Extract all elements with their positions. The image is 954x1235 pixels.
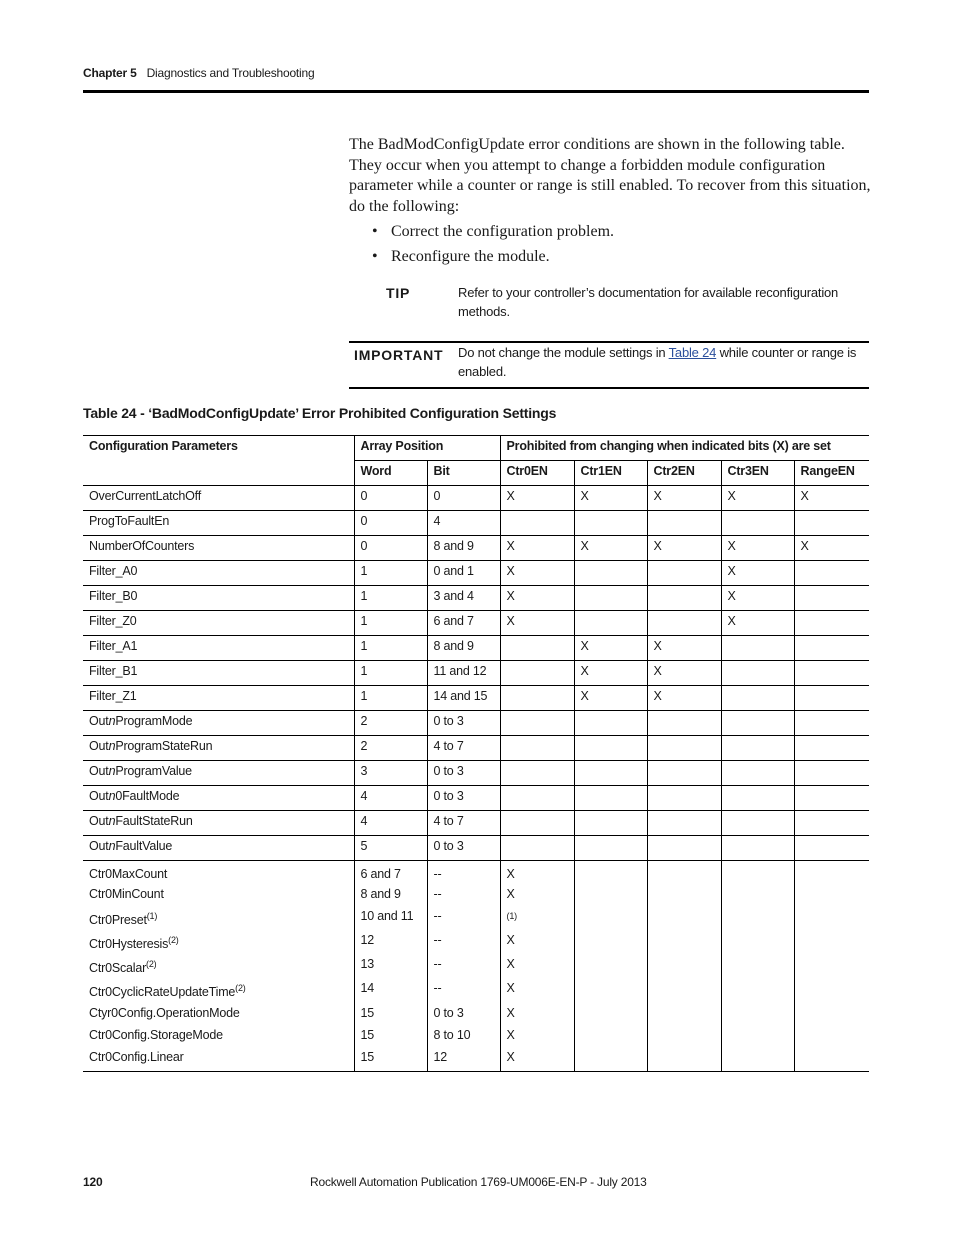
rangeen-cell <box>794 1003 869 1025</box>
ctr1en-cell <box>574 836 647 861</box>
bit-cell: 12 <box>427 1047 500 1072</box>
ctr1en-cell <box>574 1025 647 1047</box>
ctr2en-cell <box>647 884 721 906</box>
ctr1en-cell <box>574 930 647 954</box>
param-name-cell: OutnFaultStateRun <box>83 811 354 836</box>
header-prohibited: Prohibited from changing when indicated bits (X) are set <box>500 436 869 461</box>
table-row <box>83 786 869 811</box>
table-24-link[interactable]: Table 24 <box>668 345 717 360</box>
ctr3en-cell: X <box>721 486 794 511</box>
ctr3en-cell <box>721 661 794 686</box>
ctr3en-cell <box>721 786 794 811</box>
bit-cell: 0 <box>427 486 500 511</box>
ctr3en-cell <box>721 1047 794 1072</box>
rangeen-cell <box>794 1047 869 1072</box>
ctr1en-cell <box>574 811 647 836</box>
param-name-cell: NumberOfCounters <box>83 536 354 561</box>
table-row <box>83 1003 869 1025</box>
ctr1en-cell: X <box>574 486 647 511</box>
word-cell: 1 <box>354 686 427 711</box>
rangeen-cell <box>794 861 869 885</box>
ctr2en-cell: X <box>647 486 721 511</box>
table-row <box>83 486 869 511</box>
list-item: • Reconfigure the module. <box>372 248 550 265</box>
word-cell: 0 <box>354 511 427 536</box>
param-name-cell: Ctr0Config.Linear <box>83 1047 354 1072</box>
word-cell: 4 <box>354 811 427 836</box>
footnote-ref: (2) <box>235 983 246 994</box>
word-cell: 15 <box>354 1003 427 1025</box>
table-row <box>83 511 869 536</box>
ctr0en-cell: X <box>500 486 574 511</box>
word-cell: 13 <box>354 954 427 978</box>
param-name-cell: Ctr0Hysteresis$^{(2)}$ <box>89 935 179 952</box>
word-cell: 6 and 7 <box>354 861 427 885</box>
page-header <box>83 66 869 93</box>
rangeen-cell <box>794 811 869 836</box>
rangeen-cell <box>794 786 869 811</box>
word-cell: 4 <box>354 786 427 811</box>
section-title: Diagnostics and Troubleshooting <box>146 66 315 80</box>
param-name-cell: Ctyr0Config.OperationMode <box>89 1005 240 1020</box>
ctr0en-cell <box>500 686 574 711</box>
ctr0en-cell <box>500 786 574 811</box>
ctr0en-cell: X <box>500 954 574 978</box>
param-name-cell: Ctr0MaxCount <box>89 867 168 881</box>
bit-cell: 4 to 7 <box>427 811 500 836</box>
ctr2en-cell <box>647 711 721 736</box>
word-cell: 2 <box>354 736 427 761</box>
ctr3en-cell: X <box>721 561 794 586</box>
rangeen-cell <box>794 978 869 1002</box>
ctr3en-cell <box>721 761 794 786</box>
ctr0en-cell: X <box>500 884 574 906</box>
bit-cell: 0 to 3 <box>427 786 500 811</box>
rangeen-cell <box>794 906 869 930</box>
bit-cell: 8 and 9 <box>427 536 500 561</box>
bit-cell: 6 and 7 <box>427 611 500 636</box>
config-settings-table <box>83 435 869 1072</box>
table-row <box>83 611 869 636</box>
param-name-cell: Filter_Z0 <box>83 611 354 636</box>
word-cell: 0 <box>354 536 427 561</box>
ctr0en-cell <box>500 511 574 536</box>
ctr3en-cell: X <box>721 536 794 561</box>
ctr1en-cell <box>574 611 647 636</box>
bit-cell: 3 and 4 <box>427 586 500 611</box>
param-name-cell: Ctr0Preset$^{(1)}$ <box>89 911 158 928</box>
rangeen-cell <box>794 884 869 906</box>
ctr3en-cell <box>721 978 794 1002</box>
rangeen-cell <box>794 930 869 954</box>
ctr1en-cell <box>574 954 647 978</box>
word-cell: 3 <box>354 761 427 786</box>
ctr0en-cell <box>500 636 574 661</box>
word-cell: 1 <box>354 561 427 586</box>
ctr0en-cell <box>500 711 574 736</box>
ctr1en-cell <box>574 906 647 930</box>
word-cell: 0 <box>354 486 427 511</box>
word-cell: 14 <box>354 978 427 1002</box>
ctr0en-cell: X <box>500 1025 574 1047</box>
bit-cell: 0 to 3 <box>427 761 500 786</box>
ctr0en-cell: X <box>500 1003 574 1025</box>
ctr3en-cell <box>721 636 794 661</box>
rangeen-cell <box>794 736 869 761</box>
bit-cell: 8 and 9 <box>427 636 500 661</box>
ctr0en-cell: X <box>500 536 574 561</box>
footnote-ref: (2) <box>168 935 179 946</box>
ctr3en-cell <box>721 1025 794 1047</box>
table-row <box>83 761 869 786</box>
param-name-cell: Filter_B0 <box>83 586 354 611</box>
table-row <box>83 661 869 686</box>
ctr0en-cell: X <box>500 1047 574 1072</box>
ctr2en-cell <box>647 954 721 978</box>
ctr0en-cell <box>500 836 574 861</box>
ctr1en-cell: X <box>574 661 647 686</box>
ctr3en-cell <box>721 686 794 711</box>
rangeen-cell <box>794 836 869 861</box>
bit-cell: -- <box>427 954 500 978</box>
bit-cell: 0 to 3 <box>427 1003 500 1025</box>
bit-cell: 4 <box>427 511 500 536</box>
param-name-cell: ProgToFaultEn <box>83 511 354 536</box>
bit-cell: 0 to 3 <box>427 711 500 736</box>
ctr2en-cell <box>647 511 721 536</box>
recovery-steps-list <box>372 221 852 271</box>
table-row <box>83 561 869 586</box>
header-word: Word <box>354 461 427 486</box>
rangeen-cell <box>794 686 869 711</box>
rangeen-cell <box>794 611 869 636</box>
param-name-cell: Ctr0Config.StorageMode <box>89 1027 223 1042</box>
header-rangeen: RangeEN <box>794 461 869 486</box>
ctr3en-cell <box>721 861 794 885</box>
param-name-cell: OutnFaultValue <box>83 836 354 861</box>
table-row <box>83 954 869 978</box>
ctr2en-cell: X <box>647 661 721 686</box>
word-cell: 1 <box>354 636 427 661</box>
ctr2en-cell <box>647 1025 721 1047</box>
header-ctr1en: Ctr1EN <box>574 461 647 486</box>
ctr0en-cell: X <box>500 978 574 1002</box>
bit-cell: 4 to 7 <box>427 736 500 761</box>
bit-cell: 8 to 10 <box>427 1025 500 1047</box>
table-row <box>83 1047 869 1072</box>
ctr2en-cell <box>647 978 721 1002</box>
header-ctr3en: Ctr3EN <box>721 461 794 486</box>
intro-paragraph: The BadModConfigUpdate error conditions are shown in the following table. They occur when you attempt to change a forbidden module configuration parameter while a counter or range is still enabled. To recover from this situation, do the following: <box>349 136 871 215</box>
table-row <box>83 884 869 906</box>
ctr2en-cell <box>647 906 721 930</box>
publication-info: Rockwell Automation Publication 1769-UM006E-EN-P - July 2013 <box>310 1175 647 1189</box>
ctr2en-cell <box>647 1003 721 1025</box>
important-text: Do not change the module settings in Table 24 while counter or range is enabled. <box>458 345 857 379</box>
word-cell: 1 <box>354 661 427 686</box>
header-ctr0en: Ctr0EN <box>500 461 574 486</box>
ctr0en-cell: X <box>500 561 574 586</box>
ctr0en-cell <box>500 761 574 786</box>
ctr2en-cell <box>647 561 721 586</box>
ctr1en-cell <box>574 786 647 811</box>
word-cell: 12 <box>354 930 427 954</box>
ctr1en-cell <box>574 711 647 736</box>
table-row <box>83 836 869 861</box>
bit-cell: -- <box>427 884 500 906</box>
ctr3en-cell <box>721 811 794 836</box>
header-array-position: Array Position <box>354 436 500 461</box>
rangeen-cell: X <box>794 536 869 561</box>
header-ctr2en: Ctr2EN <box>647 461 721 486</box>
tip-box <box>349 279 869 343</box>
table-row <box>83 686 869 711</box>
ctr2en-cell <box>647 786 721 811</box>
ctr3en-cell <box>721 884 794 906</box>
word-cell: 1 <box>354 611 427 636</box>
ctr2en-cell: X <box>647 686 721 711</box>
ctr0en-cell: X <box>500 611 574 636</box>
ctr0en-cell: X <box>500 930 574 954</box>
rangeen-cell <box>794 586 869 611</box>
rangeen-cell <box>794 761 869 786</box>
ctr1en-cell <box>574 861 647 885</box>
ctr2en-cell <box>647 611 721 636</box>
bit-cell: 0 and 1 <box>427 561 500 586</box>
ctr3en-cell: X <box>721 611 794 636</box>
param-name-cell: Filter_B1 <box>83 661 354 686</box>
param-name-cell: Outn0FaultMode <box>83 786 354 811</box>
param-name-cell: OverCurrentLatchOff <box>83 486 354 511</box>
rangeen-cell <box>794 511 869 536</box>
ctr3en-cell <box>721 1003 794 1025</box>
bit-cell: -- <box>427 978 500 1002</box>
param-name-cell: Filter_A0 <box>83 561 354 586</box>
param-name-cell: Ctr0CyclicRateUpdateTime$^{(2)}$ <box>89 983 246 1000</box>
table-caption: Table 24 - ‘BadModConfigUpdate’ Error Prohibited Configuration Settings <box>83 405 557 421</box>
footnote-ref: (1) <box>146 911 158 921</box>
ctr1en-cell: X <box>574 636 647 661</box>
param-name-cell: OutnProgramStateRun <box>83 736 354 761</box>
rangeen-cell <box>794 954 869 978</box>
ctr2en-cell <box>647 761 721 786</box>
header-bit: Bit <box>427 461 500 486</box>
ctr2en-cell <box>647 836 721 861</box>
bullet-text: Correct the configuration problem. <box>391 223 615 240</box>
bullet-text: Reconfigure the module. <box>391 248 550 265</box>
ctr2en-cell <box>647 736 721 761</box>
table-row <box>83 736 869 761</box>
ctr1en-cell <box>574 586 647 611</box>
ctr0en-cell <box>500 661 574 686</box>
ctr1en-cell <box>574 1047 647 1072</box>
ctr1en-cell <box>574 884 647 906</box>
param-name-cell: Ctr0Scalar$^{(2)}$ <box>89 959 157 976</box>
rangeen-cell <box>794 1025 869 1047</box>
word-cell: 5 <box>354 836 427 861</box>
ctr0en-cell <box>500 906 574 930</box>
ctr0en-cell: X <box>500 861 574 885</box>
table-row <box>83 711 869 736</box>
rangeen-cell: X <box>794 486 869 511</box>
rangeen-cell <box>794 636 869 661</box>
chapter-label: Chapter 5 <box>83 66 137 80</box>
bit-cell: 11 and 12 <box>427 661 500 686</box>
table-row <box>83 1025 869 1047</box>
ctr0en-cell: X <box>500 586 574 611</box>
ctr1en-cell <box>574 761 647 786</box>
param-name-cell: Filter_A1 <box>83 636 354 661</box>
bit-cell: 0 to 3 <box>427 836 500 861</box>
ctr3en-cell <box>721 836 794 861</box>
header-config-params: Configuration Parameters <box>83 436 354 461</box>
table-row <box>83 906 869 930</box>
ctr1en-cell <box>574 1003 647 1025</box>
ctr1en-cell <box>574 736 647 761</box>
ctr2en-cell: X <box>647 636 721 661</box>
ctr1en-cell <box>574 561 647 586</box>
word-cell: 8 and 9 <box>354 884 427 906</box>
ctr3en-cell <box>721 930 794 954</box>
ctr3en-cell: X <box>721 586 794 611</box>
table-row <box>83 930 869 954</box>
ctr3en-cell <box>721 736 794 761</box>
bit-cell: -- <box>427 861 500 885</box>
ctr0en-cell <box>500 811 574 836</box>
table-row <box>83 586 869 611</box>
table-row <box>83 536 869 561</box>
ctr2en-cell <box>647 1047 721 1072</box>
ctr3en-cell <box>721 511 794 536</box>
bit-cell: -- <box>427 906 500 930</box>
bit-cell: -- <box>427 930 500 954</box>
ctr2en-cell <box>647 861 721 885</box>
important-box <box>349 341 869 389</box>
param-name-cell: Filter_Z1 <box>83 686 354 711</box>
word-cell: 15 <box>354 1025 427 1047</box>
page-number: 120 <box>83 1175 103 1189</box>
param-name-cell: Ctr0MinCount <box>89 887 164 901</box>
ctr2en-cell <box>647 586 721 611</box>
param-name-cell: OutnProgramMode <box>83 711 354 736</box>
table-row <box>83 861 869 885</box>
ctr2en-cell: X <box>647 536 721 561</box>
table-row <box>83 978 869 1002</box>
ctr1en-cell <box>574 511 647 536</box>
header-empty <box>83 461 354 486</box>
table-row <box>83 636 869 661</box>
rangeen-cell <box>794 711 869 736</box>
ctr2en-cell <box>647 811 721 836</box>
rangeen-cell <box>794 561 869 586</box>
important-label: IMPORTANT <box>354 347 444 363</box>
ctr0en-cell <box>500 736 574 761</box>
word-cell: 10 and 11 <box>354 906 427 930</box>
list-item: • Correct the configuration problem. <box>372 223 615 240</box>
ctr1en-cell: X <box>574 686 647 711</box>
tip-label: TIP <box>386 285 411 301</box>
table-row <box>83 811 869 836</box>
ctr1en-cell <box>574 978 647 1002</box>
bit-cell: 14 and 15 <box>427 686 500 711</box>
footnote-ref: (1) <box>506 911 517 921</box>
rangeen-cell <box>794 661 869 686</box>
ctr3en-cell <box>721 906 794 930</box>
word-cell: 2 <box>354 711 427 736</box>
ctr3en-cell <box>721 711 794 736</box>
param-name-cell: OutnProgramValue <box>83 761 354 786</box>
ctr3en-cell <box>721 954 794 978</box>
ctr2en-cell <box>647 930 721 954</box>
footnote-ref: (2) <box>146 959 157 970</box>
tip-text: Refer to your controller’s documentation for available reconfiguration methods. <box>458 285 839 319</box>
ctr1en-cell: X <box>574 536 647 561</box>
word-cell: 1 <box>354 586 427 611</box>
word-cell: 15 <box>354 1047 427 1072</box>
